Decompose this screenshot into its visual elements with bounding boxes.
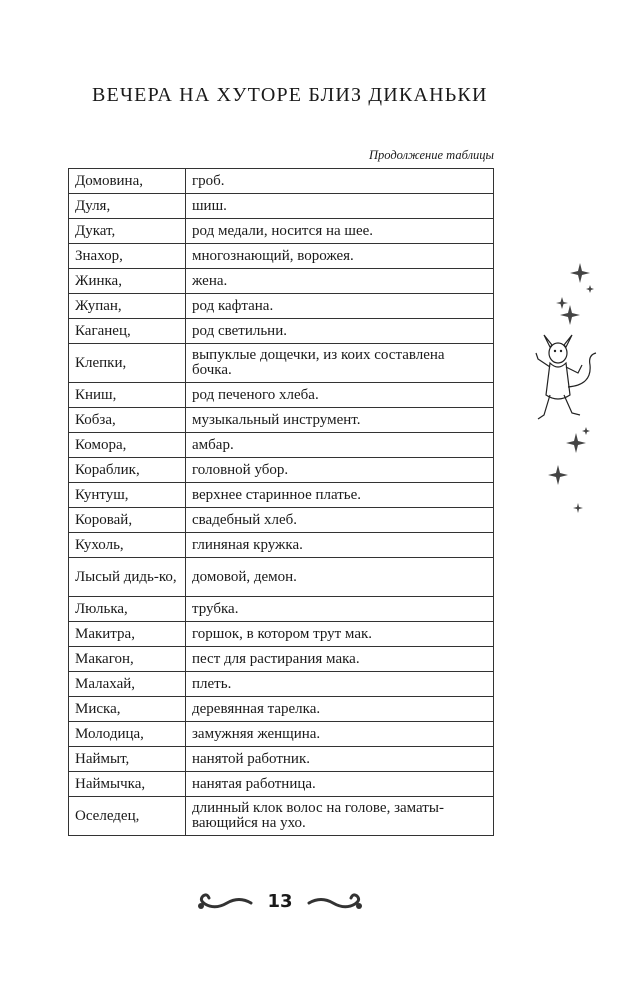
definition-cell: горшок, в котором трут мак.: [186, 622, 494, 647]
definition-cell: трубка.: [186, 597, 494, 622]
right-scroll-ornament-icon: [307, 892, 365, 914]
table-row: [69, 219, 494, 244]
table-row: [69, 508, 494, 533]
table-row: [69, 344, 494, 383]
term-cell: Лысый дидь-ко,: [69, 558, 186, 597]
table-row: [69, 244, 494, 269]
definition-cell: длинный клок волос на голове, заматы-вающийся на ухо.: [186, 797, 494, 836]
table-row: [69, 294, 494, 319]
term-cell: Каганец,: [69, 319, 186, 344]
definition-cell: замужняя женщина.: [186, 722, 494, 747]
term-cell: Кунтуш,: [69, 483, 186, 508]
definition-cell: нанятой работник.: [186, 747, 494, 772]
continuation-note: Продолжение таблицы: [368, 148, 494, 162]
table-row: [69, 697, 494, 722]
table-row: [69, 319, 494, 344]
table-row: [69, 433, 494, 458]
term-cell: Кораблик,: [69, 458, 186, 483]
definition-cell: глиняная кружка.: [186, 533, 494, 558]
table-row: [69, 747, 494, 772]
devil-ornament-icon: [532, 255, 612, 525]
term-cell: Книш,: [69, 383, 186, 408]
table-row: [69, 672, 494, 697]
table-row: [69, 722, 494, 747]
running-head: ВЕЧЕРА НА ХУТОРЕ БЛИЗ ДИКАНЬКИ: [92, 84, 488, 106]
term-cell: Кухоль,: [69, 533, 186, 558]
term-cell: Наймычка,: [69, 772, 186, 797]
term-cell: Молодица,: [69, 722, 186, 747]
term-cell: Макитра,: [69, 622, 186, 647]
table-row: [69, 383, 494, 408]
table-row: [69, 772, 494, 797]
table-row: [69, 458, 494, 483]
definition-cell: многознающий, ворожея.: [186, 244, 494, 269]
table-row: [69, 797, 494, 836]
term-cell: Жупан,: [69, 294, 186, 319]
table-row: [69, 483, 494, 508]
definition-cell: деревянная тарелка.: [186, 697, 494, 722]
term-cell: Наймыт,: [69, 747, 186, 772]
definition-cell: свадебный хлеб.: [186, 508, 494, 533]
term-cell: Макагон,: [69, 647, 186, 672]
term-cell: Жинка,: [69, 269, 186, 294]
definition-cell: род медали, носится на шее.: [186, 219, 494, 244]
folio: [195, 882, 365, 922]
term-cell: Комора,: [69, 433, 186, 458]
definition-cell: род печеного хлеба.: [186, 383, 494, 408]
definition-cell: головной убор.: [186, 458, 494, 483]
term-cell: Миска,: [69, 697, 186, 722]
table-row: [69, 622, 494, 647]
definition-cell: гроб.: [186, 169, 494, 194]
term-cell: Малахай,: [69, 672, 186, 697]
definition-cell: верхнее старинное платье.: [186, 483, 494, 508]
definition-cell: шиш.: [186, 194, 494, 219]
term-cell: Знахор,: [69, 244, 186, 269]
term-cell: Дуля,: [69, 194, 186, 219]
term-cell: Клепки,: [69, 344, 186, 383]
definition-cell: нанятая работница.: [186, 772, 494, 797]
table-row: [69, 647, 494, 672]
definition-cell: амбар.: [186, 433, 494, 458]
table-row: [69, 533, 494, 558]
definition-cell: род кафтана.: [186, 294, 494, 319]
table-row: [69, 169, 494, 194]
table-row: [69, 597, 494, 622]
definition-cell: пест для растирания мака.: [186, 647, 494, 672]
definition-cell: домовой, демон.: [186, 558, 494, 597]
definition-cell: род светильни.: [186, 319, 494, 344]
term-cell: Домовина,: [69, 169, 186, 194]
term-cell: Кобза,: [69, 408, 186, 433]
glossary-table: [68, 168, 494, 836]
definition-cell: выпуклые дощечки, из коих составлена бочка.: [186, 344, 494, 383]
table-row: [69, 269, 494, 294]
definition-cell: плеть.: [186, 672, 494, 697]
page-number: 13: [267, 891, 293, 912]
table-row: [69, 408, 494, 433]
term-cell: Дукат,: [69, 219, 186, 244]
term-cell: Оселедец,: [69, 797, 186, 836]
table-row: [69, 558, 494, 597]
definition-cell: музыкальный инструмент.: [186, 408, 494, 433]
term-cell: Люлька,: [69, 597, 186, 622]
table-row: [69, 194, 494, 219]
definition-cell: жена.: [186, 269, 494, 294]
term-cell: Коровай,: [69, 508, 186, 533]
